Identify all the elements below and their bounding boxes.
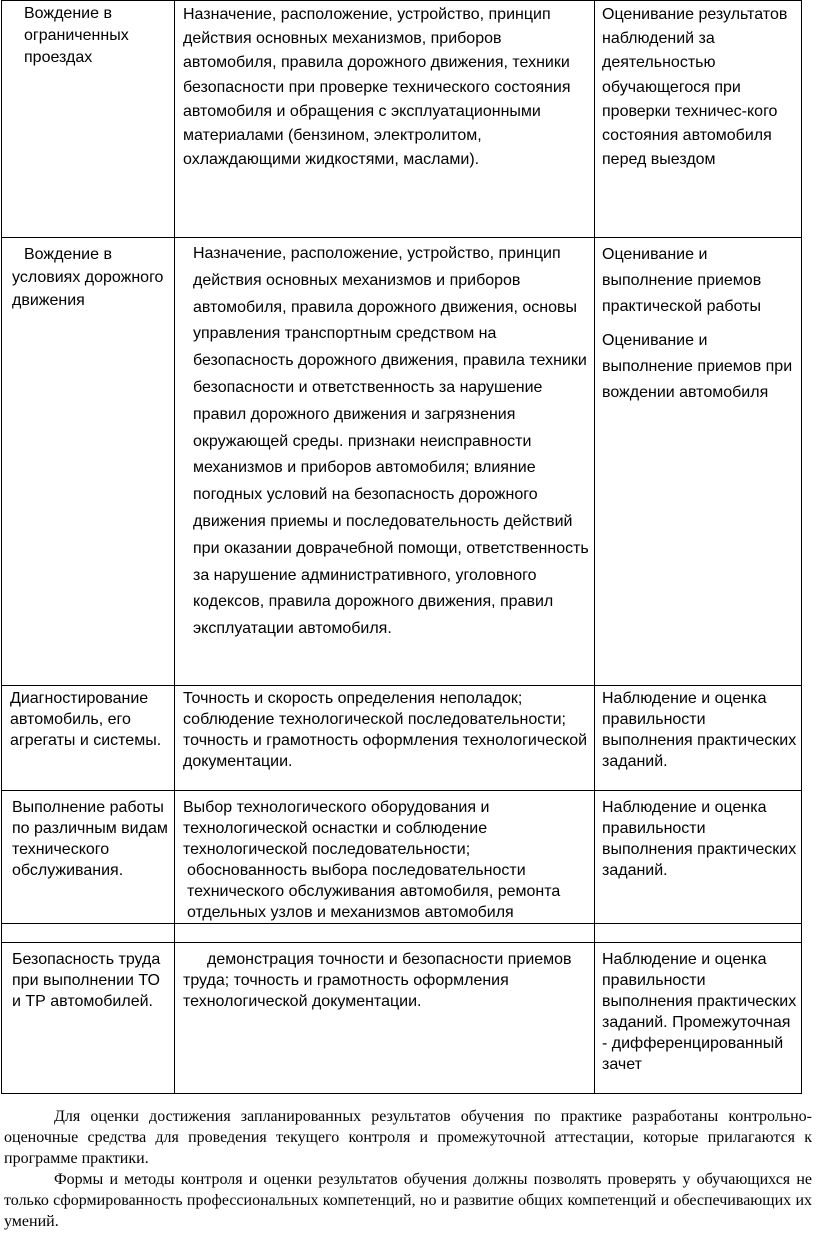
table-row xyxy=(2,943,802,1094)
activity-cell xyxy=(2,686,175,791)
content-cell xyxy=(175,791,595,924)
activity-text: Безопасность труда при выполнении ТО и ТР автомобилей. xyxy=(12,951,161,1010)
activity-cell xyxy=(2,1,175,238)
activity-cell xyxy=(2,924,175,943)
table-row xyxy=(2,791,802,924)
content-text-1: Выбор технологического оборудования и технологической оснастки и соблюдение технологической последовательности; xyxy=(183,799,490,858)
assessment-text: Оценивание результатов наблюдений за деятельностью обучающегося при проверки техничес-кого состояния автомобиля перед выездом xyxy=(602,6,788,169)
content-text-2: обоснованность выбора последовательности технического обслуживания автомобиля, ремонта отдельных узлов и механизмов автомобиля xyxy=(187,862,561,921)
assessment-cell xyxy=(595,238,802,686)
content-text: Точность и скорость определения неполадок; соблюдение технологической последовательности; точность и грамотность оформления технологической документации. xyxy=(183,690,588,770)
assessment-text-1: Оценивание и выполнение приемов практической работы xyxy=(602,246,762,315)
body-text xyxy=(4,1106,812,1232)
assessment-text: Наблюдение и оценка правильности выполнения практических заданий. xyxy=(602,799,797,879)
content-text: демонстрация точности и безопасности приемов труда; точность и грамотность оформления технологической документации. xyxy=(183,951,572,1010)
table-row xyxy=(2,238,802,686)
assessment-cell xyxy=(595,686,802,791)
table-row xyxy=(2,1,802,238)
activity-text: Вождение в ограниченных проездах xyxy=(24,5,129,66)
assessment-text: Наблюдение и оценка правильности выполнения практических заданий. xyxy=(602,690,797,770)
assessment-text-2: Оценивание и выполнение приемов при вождении автомобиля xyxy=(602,332,793,401)
content-text: Назначение, расположение, устройство, принцип действия основных механизмов и приборов автомобиля, правила дорожного движения, основы управления транспортным средством на безопасность дорожного движения, правила техники безопасности и ответственность за нарушение правил дорожного движения и загрязнения окружающей среды. признаки неисправности механизмов и приборов автомобиля; влияние погодных условий на безопасность дорожного движения приемы и последовательность действий при оказании доврачебной помощи, ответственность за нарушение административного, уголовного кодексов, правила дорожного движения, правил эксплуатации автомобиля. xyxy=(193,245,589,638)
assessment-cell xyxy=(595,924,802,943)
activity-cell xyxy=(2,238,175,686)
assessment-cell xyxy=(595,791,802,924)
content-cell xyxy=(175,238,595,686)
content-text: Назначение, расположение, устройство, принцип действия основных механизмов, приборов автомобиля, правила дорожного движения, техники безопасности при проверке технического состояния автомобиля и обращения с эксплуатационными материалами (бензином, электролитом, охлаждающими жидкостями, маслами). xyxy=(183,6,571,169)
activity-cell xyxy=(2,791,175,924)
activity-text xyxy=(2,238,174,312)
assessment-cell xyxy=(595,943,802,1094)
content-cell xyxy=(175,924,595,943)
paragraph: Формы и методы контроля и оценки результатов обучения должны позволять проверять у обучающихся не только сформированность профессиональных компетенций, но и развитие общих компетенций и обеспечивающих их умений. xyxy=(4,1171,812,1230)
content-cell xyxy=(175,1,595,238)
table-row xyxy=(2,686,802,791)
content-cell xyxy=(175,686,595,791)
assessment-table xyxy=(1,0,802,1094)
assessment-text: Наблюдение и оценка правильности выполнения практических заданий. Промежуточная - дифференцированный зачет xyxy=(602,951,797,1073)
activity-cell xyxy=(2,943,175,1094)
activity-text: Диагностирование автомобиль, его агрегаты и системы. xyxy=(10,690,162,749)
assessment-cell xyxy=(595,1,802,238)
table-row xyxy=(2,924,802,943)
content-cell xyxy=(175,943,595,1094)
activity-text: Выполнение работы по различным видам технического обслуживания. xyxy=(12,799,168,879)
activity-text-content: Вождение в условиях дорожного движения xyxy=(12,246,164,309)
paragraph: Для оценки достижения запланированных результатов обучения по практике разработаны контрольно-оценочные средства для проведения текущего контроля и промежуточной аттестации, которые прилагаются к программе практики. xyxy=(4,1108,812,1167)
